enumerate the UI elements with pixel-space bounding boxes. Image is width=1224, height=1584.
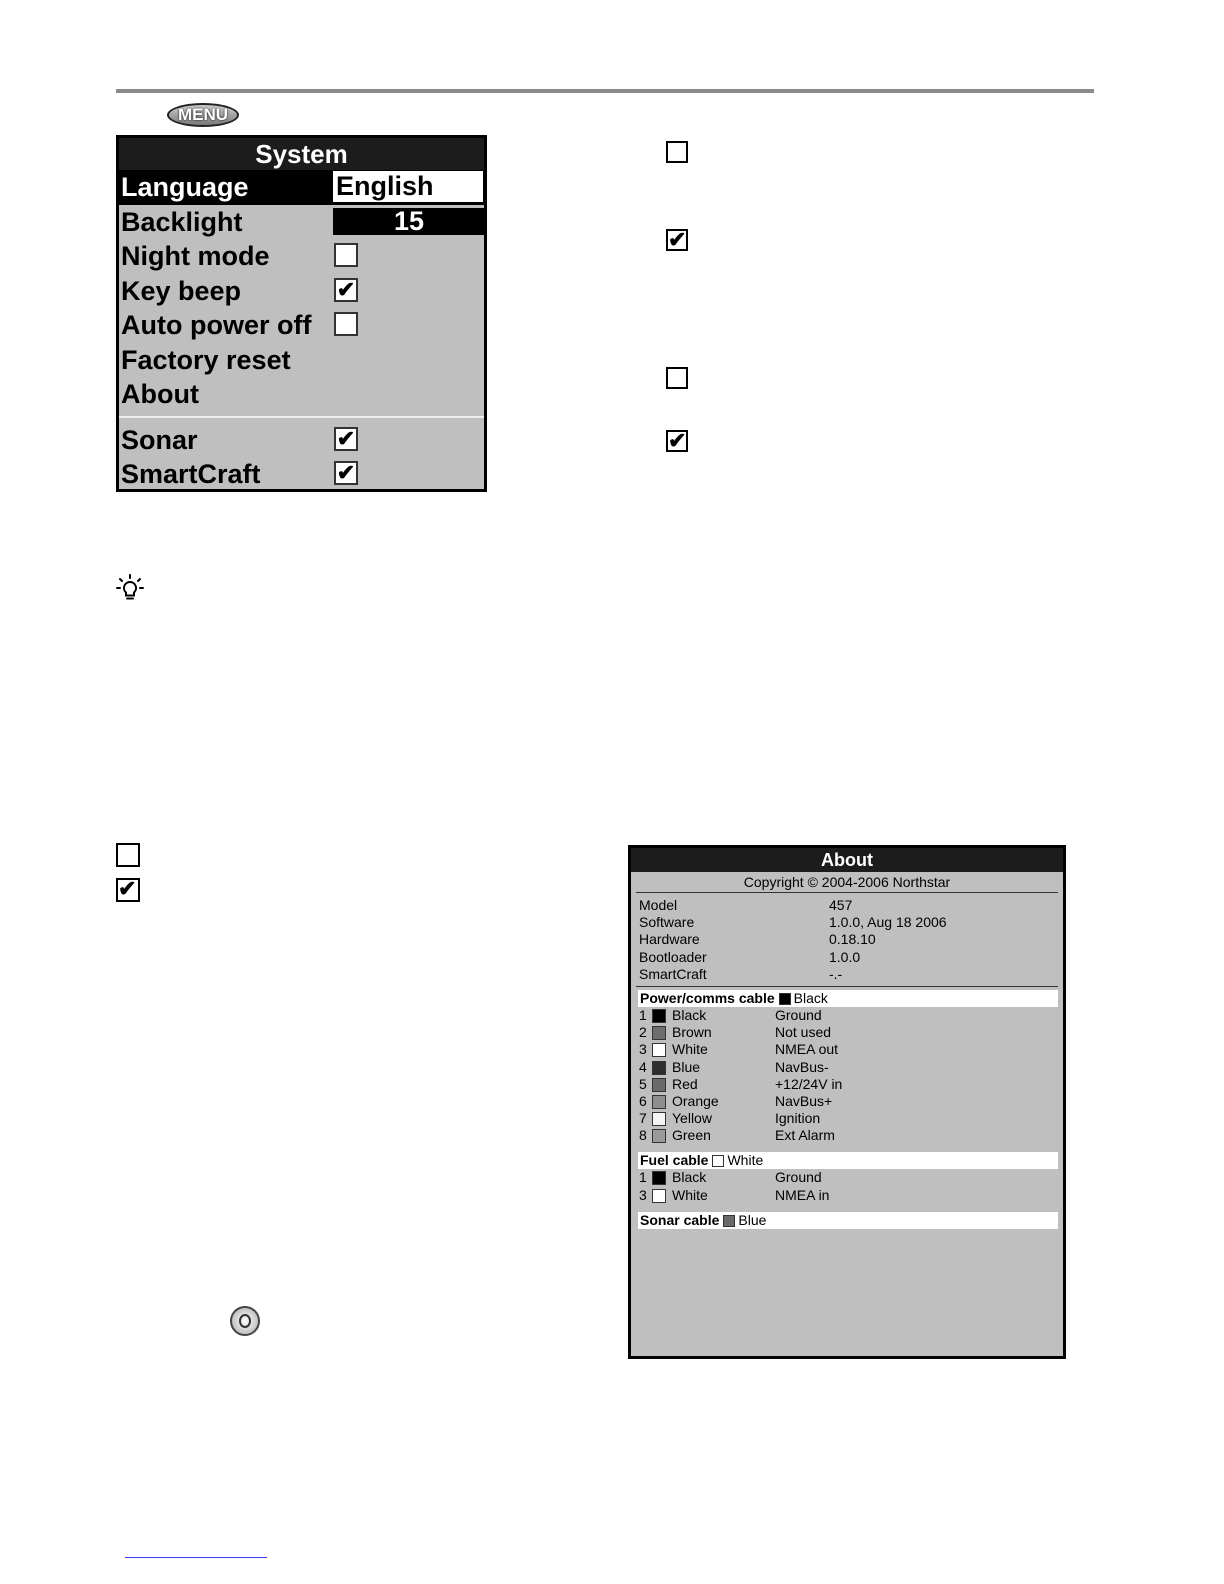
cable-color-swatch	[723, 1215, 735, 1227]
pin-color-swatch	[652, 1061, 666, 1075]
system-title: System	[119, 138, 484, 170]
cable-label: Sonar cable	[640, 1211, 720, 1228]
pin-color-name: Black	[672, 1006, 707, 1023]
cable-color-swatch	[712, 1155, 724, 1167]
pin-color-swatch	[652, 1095, 666, 1109]
info-row	[639, 931, 1063, 948]
pin-row	[639, 1169, 1063, 1186]
smartcraft-checkbox[interactable]: ✔	[334, 461, 358, 485]
about-screen	[628, 845, 1066, 1359]
info-value: 1.0.0	[829, 948, 861, 965]
menu-item-label: Factory reset	[121, 344, 291, 375]
about-divider	[636, 986, 1058, 987]
info-value: 457	[829, 897, 853, 913]
fuel-cable-header	[638, 1152, 1058, 1169]
pin-function: Ignition	[775, 1110, 821, 1127]
cable-color-name: Black	[793, 989, 828, 1006]
pin-number: 7	[639, 1110, 647, 1127]
menu-item-auto-power-off[interactable]	[119, 308, 484, 343]
info-row	[639, 914, 1063, 931]
pin-row	[639, 1187, 1063, 1204]
language-value[interactable]: English	[333, 171, 483, 202]
pin-color-name: Orange	[672, 1092, 719, 1109]
menu-item-factory-reset[interactable]	[119, 343, 484, 378]
copyright-text: Copyright © 2004-2006 Northstar	[636, 872, 1058, 893]
menu-item-label: Language	[121, 172, 249, 202]
pin-row	[639, 1076, 1063, 1093]
cable-label: Power/comms cable	[640, 989, 775, 1006]
pin-function: Ext Alarm	[775, 1127, 835, 1144]
key-beep-checkbox[interactable]: ✔	[334, 278, 358, 302]
pin-color-swatch	[652, 1112, 666, 1126]
menu-item-label: About	[121, 379, 199, 409]
pin-color-swatch	[652, 1043, 666, 1057]
menu-item-label: Sonar	[121, 424, 198, 455]
menu-item-language[interactable]	[119, 170, 484, 205]
pin-function: NMEA out	[775, 1041, 839, 1058]
info-table	[639, 897, 1063, 983]
pin-function: NavBus+	[775, 1092, 833, 1109]
menu-item-sonar[interactable]	[119, 423, 484, 458]
pin-number: 8	[639, 1127, 647, 1144]
pin-function: +12/24V in	[775, 1075, 843, 1092]
info-value: 1.0.0, Aug 18 2006	[829, 914, 947, 931]
menu-divider	[119, 416, 484, 418]
pin-number: 3	[639, 1041, 647, 1058]
fuel-cable-pins	[631, 1169, 1063, 1203]
pin-color-swatch	[652, 1026, 666, 1040]
info-value: -.-	[829, 965, 843, 982]
pin-color-swatch	[652, 1129, 666, 1143]
info-key: Software	[639, 914, 695, 931]
pin-number: 6	[639, 1092, 647, 1109]
power-cable-header	[638, 990, 1058, 1007]
top-rule	[116, 89, 1094, 93]
sonar-cable-header	[638, 1212, 1058, 1229]
cable-color-name: Blue	[738, 1211, 767, 1228]
cable-color-swatch	[779, 993, 791, 1005]
pin-number: 2	[639, 1024, 647, 1041]
pin-color-name: Blue	[672, 1058, 701, 1075]
power-key-icon	[230, 1306, 260, 1336]
pin-number: 4	[639, 1058, 647, 1075]
pin-function: Ground	[775, 1006, 822, 1023]
backlight-value[interactable]: 15	[333, 208, 485, 235]
system-screen	[116, 135, 487, 492]
menu-item-smartcraft[interactable]	[119, 457, 484, 492]
pin-row	[639, 1007, 1063, 1024]
pin-color-name: White	[672, 1186, 708, 1203]
menu-key-label: MENU	[177, 105, 229, 124]
pin-function: NMEA in	[775, 1186, 830, 1203]
menu-item-label: Auto power off	[121, 310, 312, 340]
info-key: SmartCraft	[639, 965, 707, 982]
pin-number: 1	[639, 1006, 647, 1023]
power-cable-pins	[631, 1007, 1063, 1145]
auto-power-off-checkbox[interactable]	[334, 312, 358, 336]
info-key: Bootloader	[639, 948, 707, 965]
menu-item-about[interactable]	[119, 377, 484, 412]
pin-color-name: Black	[672, 1169, 707, 1186]
pin-function: Not used	[775, 1024, 832, 1041]
menu-item-backlight[interactable]	[119, 205, 484, 240]
menu-item-label: SmartCraft	[121, 459, 261, 489]
unchecked-box-icon	[666, 141, 688, 163]
menu-item-label: Backlight	[121, 206, 243, 237]
info-key: Hardware	[639, 931, 700, 948]
cable-label: Fuel cable	[640, 1152, 709, 1169]
info-row	[639, 897, 1063, 914]
checked-box-icon: ✔	[668, 428, 687, 453]
power-symbol-icon	[239, 1314, 251, 1328]
pin-row	[639, 1093, 1063, 1110]
pin-color-swatch	[652, 1171, 666, 1185]
menu-item-key-beep[interactable]	[119, 274, 484, 309]
pin-row	[639, 1110, 1063, 1127]
info-key: Model	[639, 897, 678, 913]
pin-number: 1	[639, 1169, 647, 1186]
tip-lightbulb-icon	[116, 574, 144, 602]
checked-box-icon: ✔	[116, 878, 140, 902]
about-title: About	[631, 848, 1063, 872]
pin-color-name: Green	[672, 1127, 711, 1144]
pin-color-name: Red	[672, 1075, 698, 1092]
link-underline	[125, 1557, 267, 1558]
unchecked-box-icon	[666, 367, 688, 389]
unchecked-box-icon	[116, 843, 140, 867]
checked-box-icon: ✔	[668, 227, 687, 252]
pin-row	[639, 1059, 1063, 1076]
pin-color-name: Brown	[672, 1024, 712, 1041]
night-mode-checkbox[interactable]	[334, 243, 358, 267]
menu-item-label: Night mode	[121, 241, 270, 271]
menu-key-icon	[167, 103, 239, 127]
pin-row	[639, 1024, 1063, 1041]
info-row	[639, 949, 1063, 966]
pin-color-swatch	[652, 1189, 666, 1203]
pin-row	[639, 1041, 1063, 1058]
pin-color-swatch	[652, 1078, 666, 1092]
pin-function: NavBus-	[775, 1058, 829, 1075]
pin-number: 5	[639, 1075, 647, 1092]
pin-function: Ground	[775, 1169, 822, 1186]
info-value: 0.18.10	[829, 931, 876, 948]
pin-color-name: Yellow	[672, 1110, 712, 1127]
pin-row	[639, 1127, 1063, 1144]
pin-color-name: White	[672, 1041, 708, 1058]
cable-color-name: White	[727, 1152, 764, 1169]
sonar-checkbox[interactable]: ✔	[334, 427, 358, 451]
pin-color-swatch	[652, 1009, 666, 1023]
pin-number: 3	[639, 1186, 647, 1203]
menu-item-label: Key beep	[121, 275, 242, 306]
info-row	[639, 966, 1063, 983]
menu-item-night-mode[interactable]	[119, 239, 484, 274]
